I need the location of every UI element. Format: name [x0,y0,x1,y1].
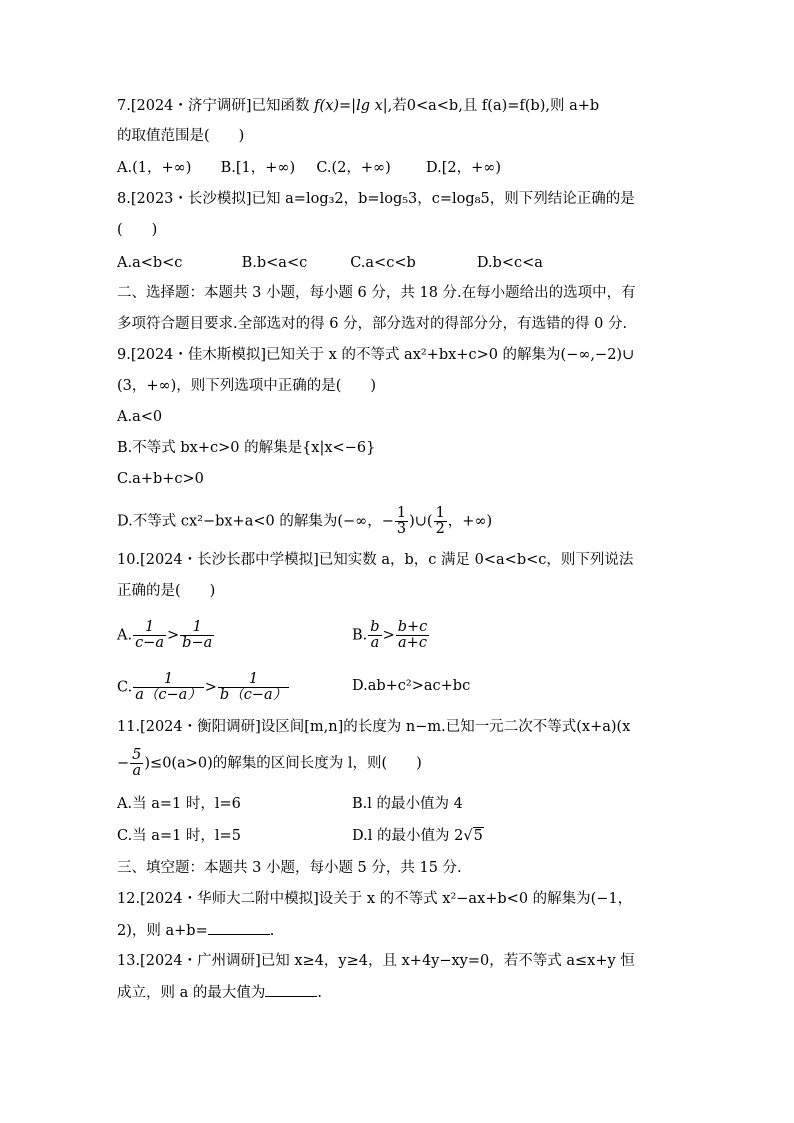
minus-sign: − [117,755,130,772]
fraction-denominator: a [132,763,142,779]
q10-line1: 10.[2024・长沙长郡中学模拟]已知实数 a，b，c 满足 0<a<b<c，则下列说法 [117,552,634,568]
fraction-numerator: 1 [396,505,407,521]
q8-option-b: B.b<a<c [241,255,308,271]
fraction-five-over-a [130,748,143,779]
q7-line1 [117,96,599,116]
q9-option-d [117,506,492,537]
section2-line1: 二、选择题：本题共 3 小题，每小题 6 分，共 18 分.在每小题给出的选项中，有 [117,285,636,301]
q9-line2: (3，+∞)，则下列选项中正确的是( ) [117,378,377,394]
fraction [133,672,204,703]
sqrt-icon: √ [463,828,473,844]
sqrt-radicand: 5 [473,828,483,844]
fraction-denominator: a [370,635,380,651]
q7-prefix: 7.[2024・济宁调研]已知函数 [117,98,310,114]
fraction-one-third [395,506,408,537]
q10-option-b [352,620,430,651]
q7-option-a: A.(1，+∞) [117,160,192,176]
q10-line2: 正确的是( ) [117,583,216,599]
q7-line2: 的取值范围是( ) [117,128,245,144]
q9-option-c: C.a+b+c>0 [117,471,204,487]
q7-options [117,158,501,178]
q10-option-c [117,672,290,703]
q9-option-d-prefix: D.不等式 cx²−bx+a<0 的解集为(−∞，− [117,513,394,530]
period: . [317,985,322,1001]
fraction [133,620,166,651]
q8-option-d: D.b<c<a [476,255,543,271]
fraction-numerator: b [370,619,380,635]
answer-blank[interactable] [265,982,317,997]
fraction-numerator: 1 [180,620,214,636]
q11-line2 [117,748,422,779]
greater-than-sign: > [167,627,180,644]
fraction-numerator: 1 [133,672,204,688]
fraction [368,620,381,651]
q12-line2-text: 2)，则 a+b= [117,923,208,939]
q9-option-d-union: )∪( [409,513,433,530]
q7-option-b: B.[1，+∞) [220,160,296,176]
fraction-numerator: 5 [132,747,142,763]
q10-option-a [117,620,215,651]
option-label: A. [117,627,133,644]
fraction-numerator: 1 [435,505,445,521]
q12-line2 [117,920,274,941]
fraction-one-half [434,506,447,537]
q11-option-d [352,826,484,846]
option-label: C. [117,679,133,696]
section3-line1: 三、填空题：本题共 3 小题，每小题 5 分，共 15 分. [117,860,462,876]
q13-line2 [117,982,322,1003]
q11-option-a: A.当 a=1 时，l=6 [117,796,241,812]
fraction-denominator: b（c−a） [219,687,288,703]
greater-than-sign: > [382,627,395,644]
fraction-numerator: 1 [218,672,289,688]
q12-line1: 12.[2024・华师大二附中模拟]设关于 x 的不等式 x²−ax+b<0 的解集为(−1， [117,891,633,907]
fraction-denominator: 2 [435,521,445,537]
fraction-denominator: a（c−a） [135,687,202,703]
q8-options [117,253,543,273]
q11-option-b: B.l 的最小值为 4 [352,796,463,812]
q9-option-b: B.不等式 bx+c>0 的解集是{x|x<−6} [117,440,376,456]
q10-option-d: D.ab+c²>ac+bc [352,678,471,694]
period: . [269,923,275,939]
q7-condition: ,若0<a<b,且 f(a)=f(b),则 a+b [387,98,600,114]
q9-option-a: A.a<0 [117,409,163,425]
q8-line1: 8.[2023・长沙模拟]已知 a=log₃2，b=log₅3，c=log₈5，则下列结论正确的是 [117,191,635,207]
q11-line2-text: )≤0(a>0)的解集的区间长度为 l，则( ) [144,755,422,772]
q13-line2-text: 成立，则 a 的最大值为 [117,985,266,1001]
fraction-denominator: a+c [398,635,427,651]
fraction [180,620,214,651]
q7-function: f(x)=|lg x| [314,98,388,114]
q11-line1: 11.[2024・衡阳调研]设区间[m,n]的长度为 n−m.已知一元二次不等式(x+a)(x [117,719,631,735]
q7-option-d: D.[2，+∞) [426,160,502,176]
q9-line1: 9.[2024・佳木斯模拟]已知关于 x 的不等式 ax²+bx+c>0 的解集为(−∞,−2)∪ [117,347,635,363]
fraction-denominator: c−a [135,635,165,651]
section2-line2: 多项符合题目要求.全部选对的得 6 分，部分选对的得部分分，有选错的得 0 分. [117,316,628,332]
q8-line2: ( ) [117,222,158,238]
fraction-numerator: b+c [397,619,428,635]
q7-option-c: C.(2，+∞) [316,160,391,176]
q11-option-d-text: D.l 的最小值为 2 [352,828,464,844]
fraction [218,672,289,703]
fraction-denominator: 3 [396,521,407,537]
fraction-denominator: b−a [182,635,213,651]
q8-option-c: C.a<c<b [350,255,416,271]
fraction-numerator: 1 [133,620,166,636]
fraction [396,620,430,651]
greater-than-sign: > [204,679,217,696]
q8-option-a: A.a<b<c [117,255,183,271]
q11-option-c: C.当 a=1 时，l=5 [117,828,241,844]
option-label: B. [352,627,368,644]
q13-line1: 13.[2024・广州调研]已知 x≥4，y≥4，且 x+4y−xy=0，若不等式 a≤x+y 恒 [117,953,635,969]
q9-option-d-end: ，+∞) [447,513,493,530]
answer-blank[interactable] [208,920,270,935]
